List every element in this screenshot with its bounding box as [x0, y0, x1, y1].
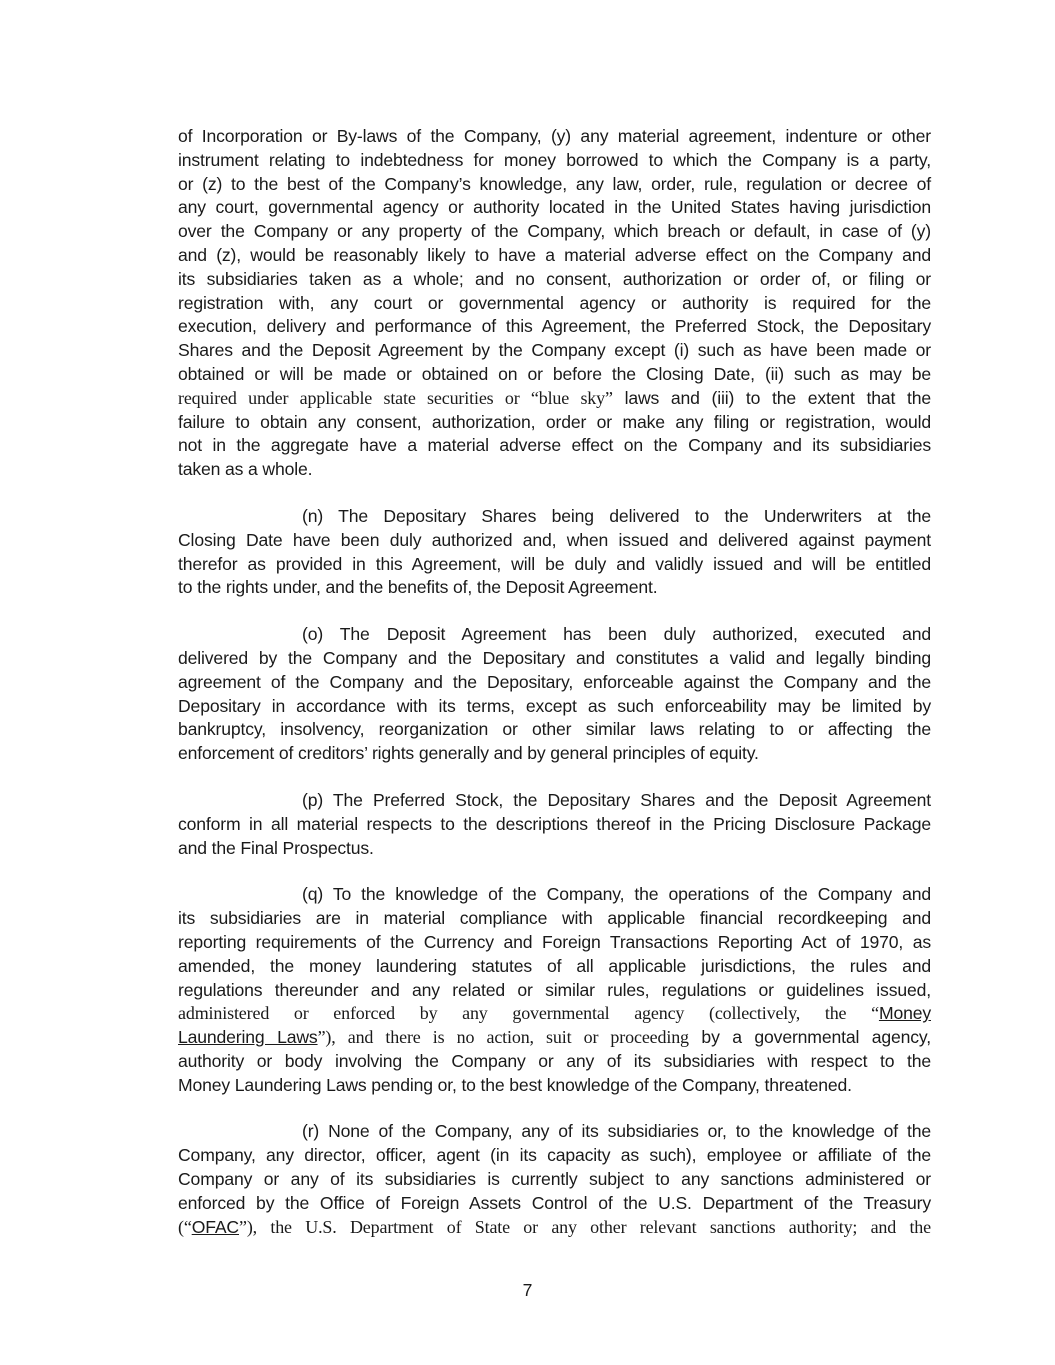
text-line: Depositary in accordance with its terms, except as such enforceability may be limited by — [178, 695, 931, 716]
text-line: enforcement of creditors’ rights generally and by general principles of equity. — [178, 743, 759, 764]
text-line-mixed — [178, 387, 931, 411]
paragraph-n — [178, 505, 931, 600]
defined-term-money-laundering-laws: Laundering Laws — [178, 1027, 318, 1048]
text-line: to the rights under, and the benefits of, the Deposit Agreement. — [178, 577, 658, 598]
text-line: authority or body involving the Company or any of its subsidiaries with respect to the — [178, 1050, 931, 1071]
text-line: not in the aggregate have a material adverse effect on the Company and its subsidiaries — [178, 435, 931, 456]
text-line: and (z), would be reasonably likely to have a material adverse effect on the Company and — [178, 244, 931, 265]
text-line: Shares and the Deposit Agreement by the Company except (i) such as have been made or — [178, 340, 931, 361]
defined-term-money-laundering-laws: Money — [878, 1003, 931, 1024]
document-page — [178, 125, 931, 1262]
text-line-mixed — [178, 1216, 931, 1240]
text-fragment: laws and (iii) to the extent that the — [612, 387, 931, 408]
text-line: its subsidiaries are in material compliance with applicable financial recordkeeping and — [178, 908, 931, 929]
text-line: enforced by the Office of Foreign Assets Control of the U.S. Department of the Treasury — [178, 1192, 931, 1213]
text-line: its subsidiaries taken as a whole; and no consent, authorization or order of, or filing or — [178, 268, 931, 289]
text-line: of Incorporation or By-laws of the Company, (y) any material agreement, indenture or other — [178, 126, 931, 146]
text-line: Money Laundering Laws pending or, to the best knowledge of the Company, threatened. — [178, 1074, 852, 1095]
text-line: (o) The Deposit Agreement has been duly authorized, executed and — [302, 624, 931, 645]
paragraph-continuation — [178, 125, 931, 482]
serif-text: ”), and there is no action, suit or proceeding — [317, 1027, 689, 1048]
text-line: bankruptcy, insolvency, reorganization or other similar laws relating to or affecting the — [178, 719, 931, 740]
text-line: over the Company or any property of the Company, which breach or default, in case of (y) — [178, 221, 931, 242]
text-line-mixed — [178, 1026, 931, 1050]
text-line: taken as a whole. — [178, 459, 313, 480]
text-line: and the Final Prospectus. — [178, 837, 374, 858]
text-line: (r) None of the Company, any of its subsidiaries or, to the knowledge of the — [302, 1121, 931, 1142]
serif-text: ”), the U.S. Department of State or any other relevant sanctions authority; and the — [239, 1216, 931, 1237]
text-line: (p) The Preferred Stock, the Depositary Shares and the Deposit Agreement — [302, 789, 931, 810]
text-line: instrument relating to indebtedness for money borrowed to which the Company is a party, — [178, 149, 931, 170]
text-line: or (z) to the best of the Company’s knowledge, any law, order, rule, regulation or decree of — [178, 173, 931, 194]
text-line: execution, delivery and performance of this Agreement, the Preferred Stock, the Depositary — [178, 316, 931, 337]
text-line: registration with, any court or governmental agency or authority is required for the — [178, 292, 931, 313]
paragraph-r — [178, 1120, 931, 1239]
text-fragment: by a governmental agency, — [688, 1027, 932, 1048]
paragraph-o — [178, 623, 931, 766]
text-line: Company or any of its subsidiaries is currently subject to any sanctions administered or — [178, 1169, 931, 1190]
text-line: delivered by the Company and the Depositary and constitutes a valid and legally binding — [178, 647, 931, 668]
paragraph-p — [178, 789, 931, 860]
text-line: (q) To the knowledge of the Company, the operations of the Company and — [302, 884, 931, 905]
text-line: agreement of the Company and the Depositary, enforceable against the Company and the — [178, 671, 931, 692]
text-line: therefor as provided in this Agreement, will be duly and validly issued and will be entitled — [178, 553, 931, 574]
text-line: (n) The Depositary Shares being delivered to the Underwriters at the — [302, 505, 931, 526]
serif-text: required under applicable state securities or “blue sky” — [178, 387, 613, 408]
text-line: obtained or will be made or obtained on or before the Closing Date, (ii) such as may be — [178, 363, 931, 384]
text-line: Closing Date have been duly authorized and, when issued and delivered against payment — [178, 529, 931, 550]
text-line: reporting requirements of the Currency and Foreign Transactions Reporting Act of 1970, as — [178, 931, 931, 952]
serif-text: administered or enforced by any governmental agency (collectively, the “ — [178, 1003, 879, 1024]
text-line-mixed — [178, 1002, 931, 1026]
page-number: 7 — [522, 1280, 533, 1300]
paragraph-q — [178, 883, 931, 1097]
text-line: regulations thereunder and any related or similar rules, regulations or guidelines issued, — [178, 979, 931, 1000]
text-line: Company, any director, officer, agent (in its capacity as such), employee or affiliate of the — [178, 1145, 931, 1166]
text-line: amended, the money laundering statutes of all applicable jurisdictions, the rules and — [178, 955, 931, 976]
text-line: any court, governmental agency or authority located in the United States having jurisdiction — [178, 197, 931, 218]
text-line: failure to obtain any consent, authorization, order or make any filing or registration, would — [178, 411, 931, 432]
serif-text: (“ — [178, 1216, 192, 1237]
text-line: conform in all material respects to the descriptions thereof in the Pricing Disclosure Package — [178, 813, 931, 834]
defined-term-ofac: OFAC — [191, 1216, 239, 1237]
